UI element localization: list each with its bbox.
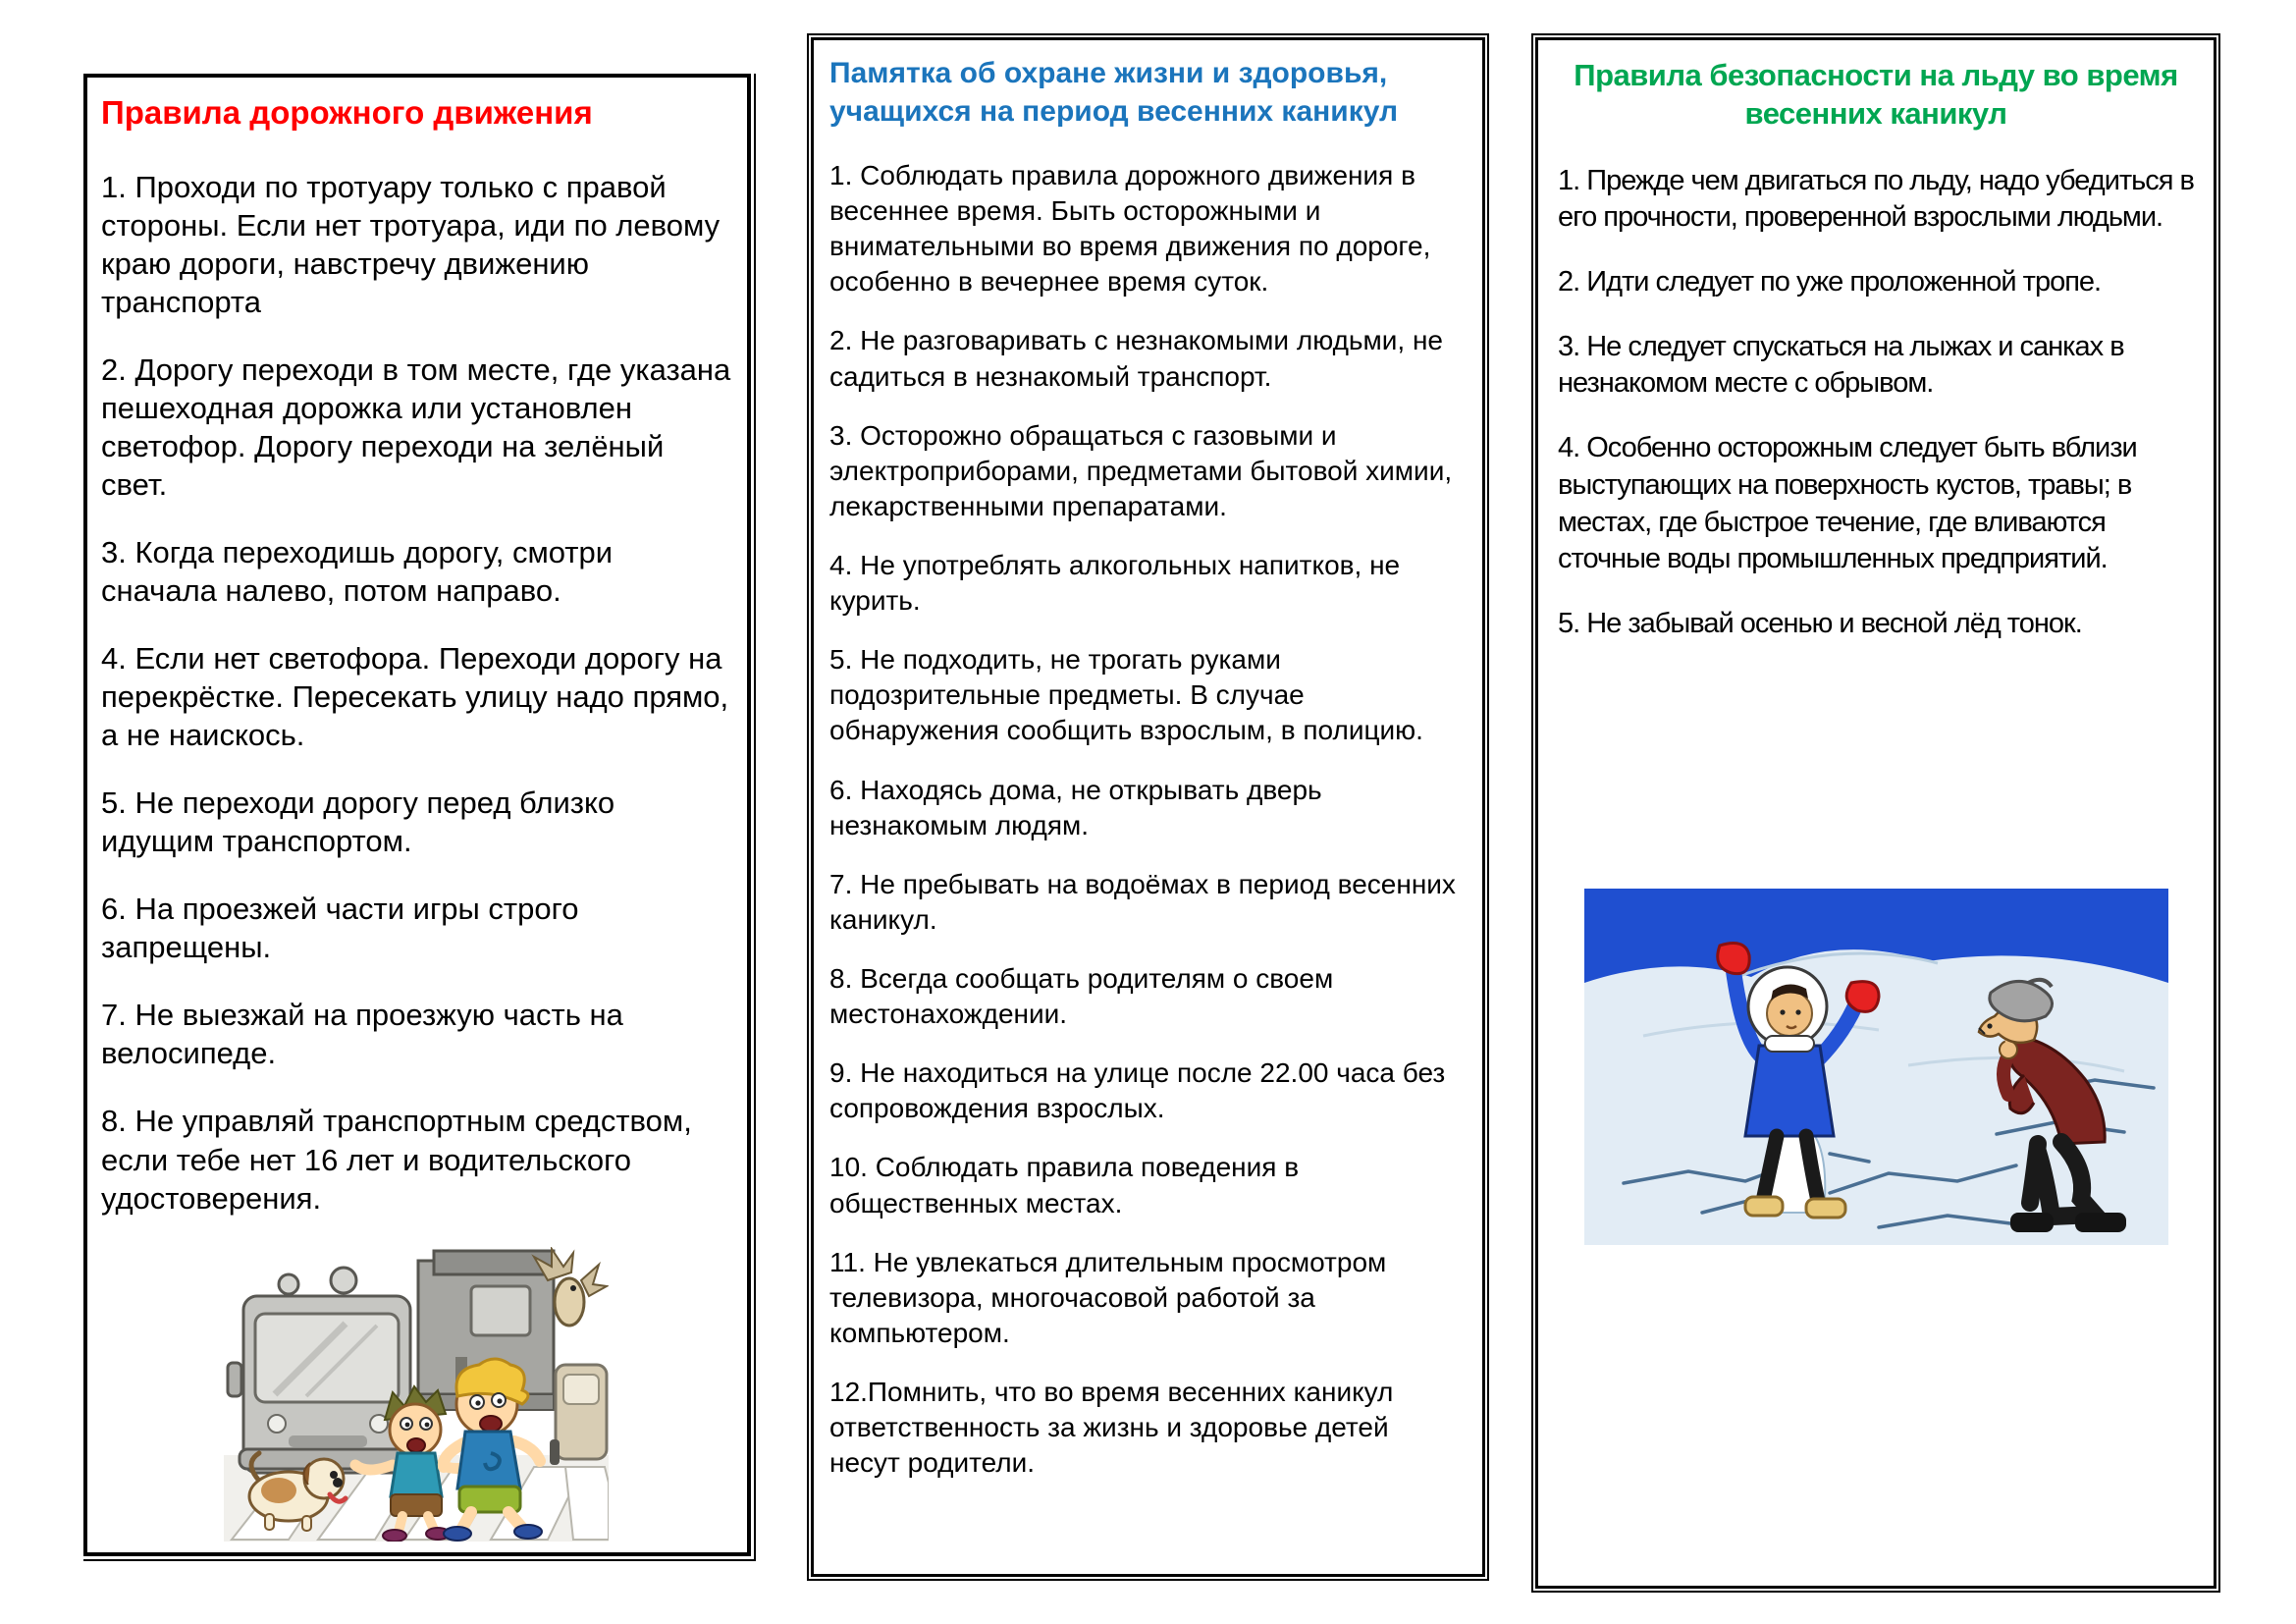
memo-rule-3: 3. Осторожно обращаться с газовыми и электроприборами, предметами бытовой химии, лекарственными препаратами. [829, 419, 1453, 521]
memo-rule-12: 12.Помнить, что во время весенних каникул ответственность за жизнь и здоровье детей несут родители. [829, 1376, 1394, 1479]
memo-rule-11: 11. Не увлекаться длительным просмотром телевизора, многочасовой работой за компьютером. [829, 1246, 1387, 1348]
memo-rule-5: 5. Не подходить, не трогать руками подозрительные предметы. В случае обнаружения сообщить взрослым, в полицию. [829, 644, 1423, 746]
ice-rule-3: 3. Не следует спускаться на лыжах и санках в незнакомом месте с обрывом. [1558, 330, 2124, 400]
traffic-rule-1: 1. Проходи по тротуару только с правой стороны. Если нет тротуара, иди по левому краю дороги, навстречу движению транспорта [101, 169, 721, 319]
memo-title: Памятка об охране жизни и здоровья, учащихся на период весенних каникул [829, 57, 1399, 128]
traffic-rule-2: 2. Дорогу переходи в том месте, где указана пешеходная дорожка или установлен светофор. Дорогу переходи на зелёный свет. [101, 352, 731, 502]
panel-traffic-rules [83, 74, 756, 1561]
bus [228, 1268, 414, 1473]
panel-ice-safety [1531, 33, 2220, 1593]
traffic-rule-8: 8. Не управляй транспортным средством, если тебе нет 16 лет и водительского удостоверения. [101, 1104, 692, 1216]
ice-rule-4: 4. Особенно осторожным следует быть вблизи выступающих на поверхность кустов, травы; в местах, где быстрое течение, где вливаются сточные воды промышленных предприятий. [1558, 432, 2137, 575]
memo-rule-4: 4. Не употреблять алкогольных напитков, не курить. [829, 549, 1401, 617]
memo-rule-1: 1. Соблюдать правила дорожного движения в весеннее время. Быть осторожными и внимательными во время движения по дороге, особенно в вечернее время суток. [829, 160, 1431, 298]
memo-rule-8: 8. Всегда сообщать родителям о своем местонахождении. [829, 962, 1334, 1030]
kids-crossing-road-illustration [224, 1247, 609, 1542]
children-on-ice-illustration [1584, 889, 2168, 1245]
memo-rule-9: 9. Не находиться на улице после 22.00 часа без сопровождения взрослых. [829, 1057, 1446, 1124]
memo-rule-6: 6. Находясь дома, не открывать дверь незнакомым людям. [829, 774, 1322, 840]
car [550, 1365, 607, 1465]
ice-rule-2: 2. Идти следует по уже проложенной тропе. [1558, 266, 2102, 298]
traffic-rule-5: 5. Не переходи дорогу перед близко идущим транспортом. [101, 785, 615, 859]
traffic-rules-title: Правила дорожного движения [101, 94, 593, 131]
memo-rule-2: 2. Не разговаривать с незнакомыми людьми, не садиться в незнакомый транспорт. [829, 325, 1443, 392]
panel-memo [807, 33, 1489, 1581]
memo-rule-7: 7. Не пребывать на водоёмах в период весенних каникул. [829, 868, 1456, 935]
traffic-rule-6: 6. На проезжей части игры строго запрещены. [101, 892, 579, 965]
traffic-rule-4: 4. Если нет светофора. Переходи дорогу на перекрёстке. Пересекать улицу надо прямо, а не наискось. [101, 641, 729, 753]
ice-safety-title: Правила безопасности на льду во время весенних каникул [1574, 58, 2178, 132]
memo-rule-10: 10. Соблюдать правила поведения в общественных местах. [829, 1152, 1300, 1218]
ice-rule-5: 5. Не забывай осенью и весной лёд тонок. [1558, 607, 2082, 639]
traffic-rule-7: 7. Не выезжай на проезжую часть на велосипеде. [101, 998, 623, 1071]
traffic-rule-3: 3. Когда переходишь дорогу, смотри сначала налево, потом направо. [101, 534, 614, 609]
ice-rule-1: 1. Прежде чем двигаться по льду, надо убедиться в его прочности, проверенной взрослыми людьми. [1558, 164, 2194, 234]
